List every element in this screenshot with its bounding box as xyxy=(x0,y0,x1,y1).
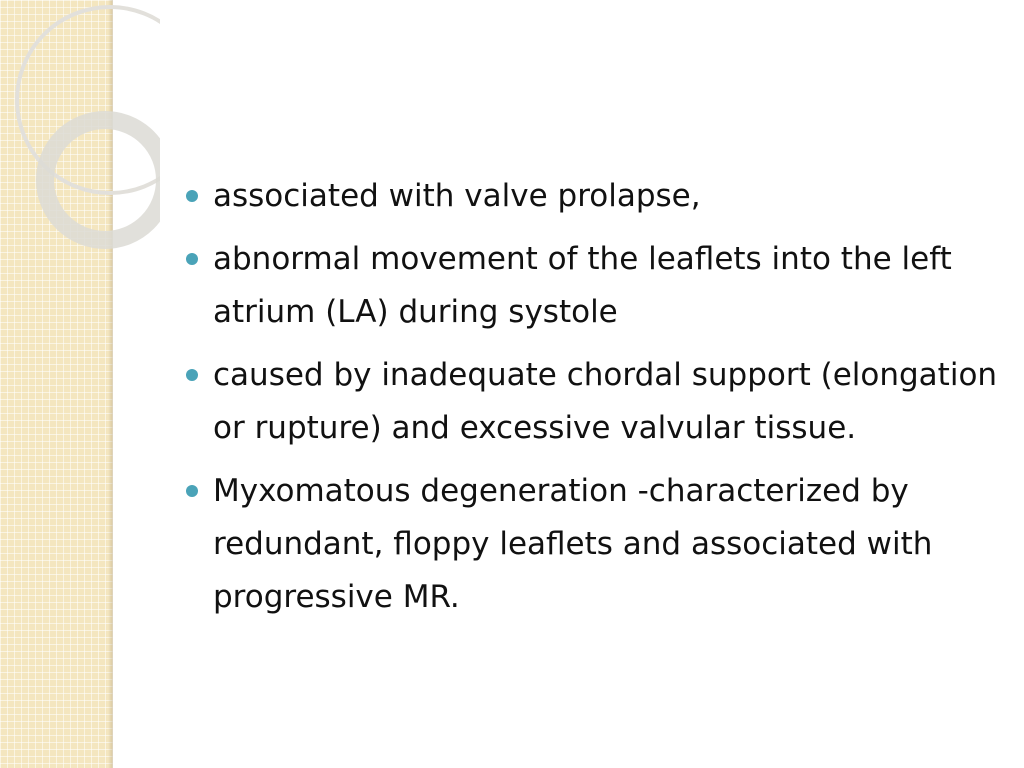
bullet-text: Myxomatous degeneration -characterized by redundant, floppy leaflets and associated with progressive MR. xyxy=(213,473,933,615)
bullet-dot-icon xyxy=(186,253,198,265)
bullet-dot-icon xyxy=(186,369,198,381)
bullet-list xyxy=(178,170,998,624)
bullet-dot-icon xyxy=(186,485,198,497)
decorative-rings xyxy=(0,0,160,260)
bullet-item xyxy=(178,170,998,223)
bullet-dot-icon xyxy=(186,190,198,202)
bullet-item xyxy=(178,465,998,624)
bullet-item xyxy=(178,349,998,455)
bullet-item xyxy=(178,233,998,339)
bullet-text: associated with valve prolapse, xyxy=(213,178,701,214)
bullet-text: caused by inadequate chordal support (elongation or rupture) and excessive valvular tissue. xyxy=(213,357,998,446)
slide-content xyxy=(178,170,998,634)
bullet-text: abnormal movement of the leaflets into the left atrium (LA) during systole xyxy=(213,241,952,330)
